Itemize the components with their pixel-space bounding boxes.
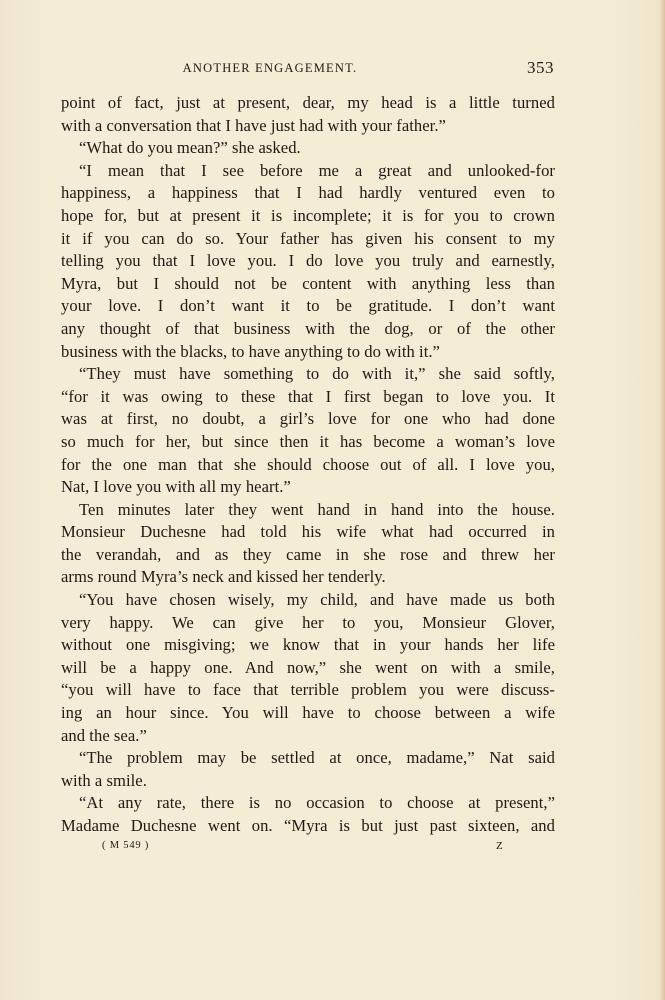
text-line: Nat, I love you with all my heart.” [61,477,291,497]
text-line: will be a happy one. And now,” she went on with a smile, [61,657,555,677]
page-number: 353 [527,58,554,77]
text-line: “They must have something to do with it,” she said softly, [79,364,555,384]
text-line: arms round Myra’s neck and kissed her tenderly. [61,567,386,587]
text-line: happiness, a happiness that I had hardly ventured even to [61,183,555,203]
text-line: with a smile. [61,770,147,790]
text-line: hope for, but at present it is incomplete; it is for you to crown [61,205,555,225]
text-line: Myra, but I should not be content with anything less than [61,273,555,293]
text-line: “What do you mean?” she asked. [79,138,301,158]
text-line: ing an hour since. You will have to choose between a wife [61,703,555,723]
printer-signature: ( M 549 ) [102,840,150,851]
text-line: your love. I don’t want it to be gratitude. I don’t want [61,296,555,316]
text-line: “The problem may be settled at once, madame,” Nat said [79,748,555,768]
signature-mark: Z [496,840,504,852]
text-line: point of fact, just at present, dear, my head is a little turned [61,93,555,112]
body-text [61,92,555,838]
text-line: “for it was owing to these that I first began to love you. It [61,386,555,406]
text-line: for the one man that she should choose out of all. I love you, [61,454,555,474]
text-line: Madame Duchesne went on. “Myra is but just past sixteen, and [61,816,555,835]
chapter-title: ANOTHER ENGAGEMENT. [182,61,358,75]
text-line: the verandah, and as they came in she rose and threw her [61,544,555,564]
text-line: business with the blacks, to have anything to do with it.” [61,341,440,361]
text-line: Ten minutes later they went hand in hand into the house. [79,499,555,519]
page-edge-shadow [659,0,665,1000]
text-line: “You have chosen wisely, my child, and have made us both [79,590,555,610]
text-line: Monsieur Duchesne had told his wife what had occurred in [61,522,555,542]
text-line: so much for her, but since then it has become a woman’s love [61,431,555,451]
page-footer [60,840,556,858]
text-line: without one misgiving; we know that in your hands her life [61,635,555,655]
text-line: “you will have to face that terrible problem you were discuss- [61,680,555,700]
text-line: very happy. We can give her to you, Monsieur Glover, [61,612,555,632]
text-line: it if you can do so. Your father has given his consent to my [61,228,555,248]
text-line: “At any rate, there is no occasion to choose at present,” [79,793,555,813]
text-line: and the sea.” [61,725,147,745]
text-line: with a conversation that I have just had with your father.” [61,115,446,135]
text-line: “I mean that I see before me a great and unlooked-for [79,160,555,180]
text-line: telling you that I love you. I do love you truly and earnestly, [61,251,555,271]
running-head [60,58,556,80]
text-line: was at first, no doubt, a girl’s love for one who had done [61,409,555,429]
text-line: any thought of that business with the dog, or of the other [61,318,555,338]
